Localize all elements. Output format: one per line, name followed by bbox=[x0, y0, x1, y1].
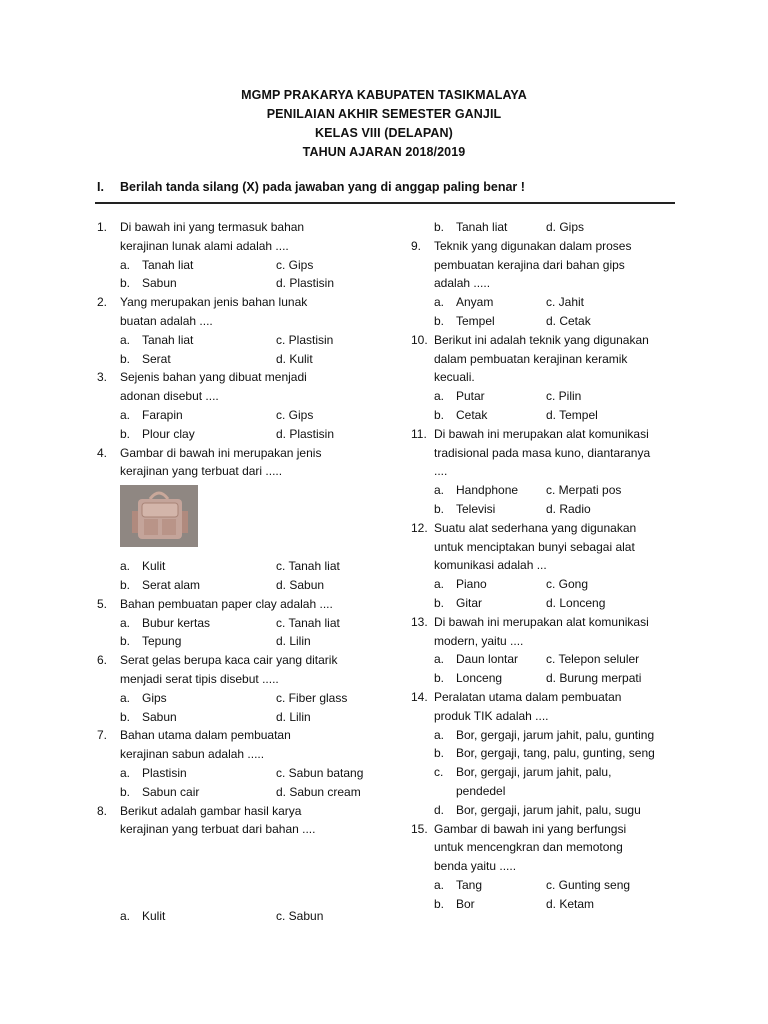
question-text: Serat gelas berupa kaca cair yang ditarik bbox=[120, 653, 338, 668]
option-letter: a. bbox=[434, 877, 445, 892]
question-text: untuk mencengkran dan memotong bbox=[434, 840, 623, 855]
options-row bbox=[411, 575, 681, 594]
left-column bbox=[97, 218, 397, 926]
option-b: Plour clay bbox=[142, 426, 195, 441]
question-text: Gambar di bawah ini merupakan jenis bbox=[120, 445, 322, 460]
question-number: 13. bbox=[411, 614, 428, 629]
question-1 bbox=[97, 218, 397, 237]
option-b: Lonceng bbox=[456, 671, 503, 686]
question-number: 3. bbox=[97, 370, 108, 385]
option-b: Bor bbox=[456, 896, 475, 911]
option-b: Cetak bbox=[456, 407, 488, 422]
question-text: Yang merupakan jenis bahan lunak bbox=[120, 295, 308, 310]
question-text: kerajinan lunak alami adalah .... bbox=[120, 238, 289, 253]
option-letter: a. bbox=[120, 765, 131, 780]
question-text: .... bbox=[434, 464, 448, 479]
question-text: adonan disebut .... bbox=[120, 389, 219, 404]
option-d: d. Lilin bbox=[276, 709, 311, 724]
option-letter: d. bbox=[434, 802, 445, 817]
question-text: Peralatan utama dalam pembuatan bbox=[434, 689, 622, 704]
options-row bbox=[97, 256, 397, 275]
question-text: buatan adalah .... bbox=[120, 313, 213, 328]
option-b: Tempel bbox=[456, 313, 495, 328]
instruction-number: I. bbox=[97, 180, 104, 194]
option-a: Handphone bbox=[456, 483, 519, 498]
question-text: kerajinan sabun adalah ..... bbox=[120, 747, 265, 762]
instruction-text: Berilah tanda silang (X) pada jawaban yang di anggap paling benar ! bbox=[120, 180, 525, 194]
bag-icon bbox=[120, 485, 198, 547]
question-number: 5. bbox=[97, 596, 108, 611]
option-a: Piano bbox=[456, 577, 487, 592]
question-12 bbox=[411, 519, 681, 538]
options-row bbox=[411, 406, 681, 425]
image-placeholder bbox=[97, 839, 397, 907]
option-a: Kulit bbox=[142, 909, 166, 924]
question-number: 4. bbox=[97, 445, 108, 460]
option-letter: a. bbox=[120, 615, 131, 630]
option-letter: a. bbox=[120, 257, 131, 272]
option-c: Bor, gergaji, jarum jahit, palu, bbox=[456, 765, 612, 780]
question-text: dalam pembuatan kerajinan keramik bbox=[434, 351, 628, 366]
option-a: Kulit bbox=[142, 559, 166, 574]
option-b: Tanah liat bbox=[456, 220, 508, 234]
option-d: Bor, gergaji, jarum jahit, palu, sugu bbox=[456, 802, 641, 817]
divider bbox=[95, 202, 675, 204]
option-d: d. Burung merpati bbox=[546, 671, 642, 686]
option-letter: b. bbox=[120, 709, 131, 724]
options-row bbox=[97, 907, 397, 926]
right-column bbox=[411, 218, 681, 913]
option-c: c. Jahit bbox=[546, 295, 585, 310]
options-row bbox=[411, 293, 681, 312]
option-letter: a. bbox=[434, 483, 445, 498]
question-text: produk TIK adalah .... bbox=[434, 708, 549, 723]
question-text: kerajinan yang terbuat dari ..... bbox=[120, 464, 283, 479]
question-13 bbox=[411, 613, 681, 632]
option-row bbox=[411, 763, 681, 782]
option-a: Plastisin bbox=[142, 765, 187, 780]
question-number: 15. bbox=[411, 821, 428, 836]
option-d: d. Ketam bbox=[546, 896, 595, 911]
option-a: Bor, gergaji, jarum jahit, palu, gunting bbox=[456, 727, 655, 742]
leather-bag-image bbox=[120, 485, 198, 547]
option-c: c. Fiber glass bbox=[276, 690, 348, 705]
question-11 bbox=[411, 425, 681, 444]
question-9 bbox=[411, 237, 681, 256]
question-5 bbox=[97, 595, 397, 614]
options-row bbox=[97, 557, 397, 576]
option-letter: b. bbox=[434, 671, 445, 686]
option-a: Gips bbox=[142, 690, 167, 705]
question-number: 14. bbox=[411, 689, 428, 704]
question-text: Di bawah ini yang termasuk bahan bbox=[120, 220, 305, 234]
question-number: 1. bbox=[97, 220, 108, 234]
option-letter: c. bbox=[434, 765, 444, 780]
question-number: 2. bbox=[97, 295, 108, 310]
option-a: Anyam bbox=[456, 295, 494, 310]
option-d: d. Lilin bbox=[276, 634, 311, 649]
option-b: Televisi bbox=[456, 501, 496, 516]
option-c: c. Sabun batang bbox=[276, 765, 364, 780]
option-letter: a. bbox=[120, 690, 131, 705]
option-a: Daun lontar bbox=[456, 652, 519, 667]
option-letter: b. bbox=[434, 746, 445, 761]
option-b: Gitar bbox=[456, 595, 483, 610]
option-letter: a. bbox=[120, 559, 131, 574]
option-c: c. Gunting seng bbox=[546, 877, 631, 892]
option-d: d. Plastisin bbox=[276, 276, 335, 291]
option-d: d. Kulit bbox=[276, 351, 313, 366]
option-row bbox=[411, 726, 681, 745]
option-letter: b. bbox=[434, 896, 445, 911]
option-c: c. Pilin bbox=[546, 389, 582, 404]
option-c: c. Tanah liat bbox=[276, 615, 340, 630]
header-line-3: KELAS VIII (DELAPAN) bbox=[315, 126, 453, 140]
option-letter: b. bbox=[434, 220, 445, 234]
option-c: c. Merpati pos bbox=[546, 483, 622, 498]
option-letter: a. bbox=[434, 389, 445, 404]
options-row bbox=[97, 764, 397, 783]
options-row bbox=[411, 500, 681, 519]
question-8 bbox=[97, 802, 397, 821]
option-letter: a. bbox=[120, 909, 131, 924]
question-text: adalah ..... bbox=[434, 276, 491, 291]
option-letter: b. bbox=[120, 577, 131, 592]
option-b: Tepung bbox=[142, 634, 182, 649]
option-c: c. Gips bbox=[276, 407, 314, 422]
instruction bbox=[97, 180, 525, 194]
option-a: Bubur kertas bbox=[142, 615, 211, 630]
option-letter: b. bbox=[434, 595, 445, 610]
question-14 bbox=[411, 688, 681, 707]
option-b: Sabun bbox=[142, 276, 177, 291]
question-10 bbox=[411, 331, 681, 350]
question-number: 6. bbox=[97, 653, 108, 668]
question-text: tradisional pada masa kuno, diantaranya bbox=[434, 445, 651, 460]
question-text: Teknik yang digunakan dalam proses bbox=[434, 238, 632, 253]
option-letter: b. bbox=[434, 407, 445, 422]
option-d: d. Lonceng bbox=[546, 595, 606, 610]
option-letter: b. bbox=[434, 313, 445, 328]
option-letter: a. bbox=[434, 295, 445, 310]
options-row bbox=[97, 274, 397, 293]
question-4 bbox=[97, 444, 397, 463]
option-a: Tang bbox=[456, 877, 483, 892]
option-letter: a. bbox=[120, 332, 131, 347]
option-letter: a. bbox=[434, 652, 445, 667]
options-row bbox=[411, 895, 681, 914]
option-b: Serat bbox=[142, 351, 171, 366]
option-b: Serat alam bbox=[142, 577, 201, 592]
header-line-2: PENILAIAN AKHIR SEMESTER GANJIL bbox=[266, 107, 502, 121]
question-text: Gambar di bawah ini yang berfungsi bbox=[434, 821, 627, 836]
options-row bbox=[411, 387, 681, 406]
question-text: komunikasi adalah ... bbox=[434, 558, 547, 573]
options-row bbox=[97, 425, 397, 444]
option-letter: b. bbox=[120, 351, 131, 366]
option-c: c. Sabun bbox=[276, 909, 324, 924]
question-text: Berikut ini adalah teknik yang digunakan bbox=[434, 332, 649, 347]
option-letter: b. bbox=[120, 426, 131, 441]
question-7 bbox=[97, 726, 397, 745]
options-row bbox=[411, 218, 681, 237]
option-a: Farapin bbox=[142, 407, 183, 422]
question-text: Suatu alat sederhana yang digunakan bbox=[434, 520, 637, 535]
option-d: d. Radio bbox=[546, 501, 591, 516]
options-row bbox=[411, 876, 681, 895]
options-row bbox=[411, 594, 681, 613]
option-letter: b. bbox=[120, 276, 131, 291]
question-2 bbox=[97, 293, 397, 312]
question-text: kecuali. bbox=[434, 370, 475, 385]
question-number: 9. bbox=[411, 238, 422, 253]
question-text: Di bawah ini merupakan alat komunikasi bbox=[434, 614, 649, 629]
option-c: c. Telepon seluler bbox=[546, 652, 640, 667]
header-line-1: MGMP PRAKARYA KABUPATEN TASIKMALAYA bbox=[241, 88, 527, 102]
option-b: Sabun cair bbox=[142, 784, 200, 799]
option-a: Tanah liat bbox=[142, 332, 194, 347]
option-b: Sabun bbox=[142, 709, 177, 724]
options-row bbox=[97, 783, 397, 802]
question-text: Berikut adalah gambar hasil karya bbox=[120, 803, 302, 818]
options-row bbox=[97, 708, 397, 727]
question-text: untuk menciptakan bunyi sebagai alat bbox=[434, 539, 635, 554]
question-6 bbox=[97, 651, 397, 670]
option-row bbox=[411, 744, 681, 763]
options-row bbox=[97, 406, 397, 425]
option-letter: a. bbox=[120, 407, 131, 422]
options-row bbox=[97, 576, 397, 595]
option-letter: a. bbox=[434, 727, 445, 742]
option-d: d. Plastisin bbox=[276, 426, 335, 441]
option-row bbox=[411, 801, 681, 820]
question-text: Sejenis bahan yang dibuat menjadi bbox=[120, 370, 307, 385]
question-text: modern, yaitu .... bbox=[434, 633, 524, 648]
question-number: 11. bbox=[411, 426, 427, 441]
question-15 bbox=[411, 820, 681, 839]
question-text: Di bawah ini merupakan alat komunikasi bbox=[434, 426, 649, 441]
question-number: 8. bbox=[97, 803, 108, 818]
option-b: Bor, gergaji, tang, palu, gunting, seng bbox=[456, 746, 655, 761]
header-line-4: TAHUN AJARAN 2018/2019 bbox=[302, 145, 466, 159]
question-text: Bahan pembuatan paper clay adalah .... bbox=[120, 596, 333, 611]
option-a: Putar bbox=[456, 389, 485, 404]
question-text: Bahan utama dalam pembuatan bbox=[120, 728, 291, 743]
question-number: 7. bbox=[97, 728, 108, 743]
option-letter: b. bbox=[120, 634, 131, 649]
question-text: benda yaitu ..... bbox=[434, 859, 517, 874]
options-row bbox=[97, 331, 397, 350]
options-row bbox=[411, 669, 681, 688]
option-c: c. Tanah liat bbox=[276, 559, 340, 574]
options-row bbox=[97, 350, 397, 369]
options-row bbox=[411, 650, 681, 669]
question-number: 10. bbox=[411, 332, 428, 347]
option-d: d. Cetak bbox=[546, 313, 591, 328]
options-row bbox=[97, 689, 397, 708]
option-d: d. Tempel bbox=[546, 407, 598, 422]
question-number: 12. bbox=[411, 520, 428, 535]
question-text: pembuatan kerajina dari bahan gips bbox=[434, 257, 625, 272]
question-text: menjadi serat tipis disebut ..... bbox=[120, 671, 279, 686]
option-letter: a. bbox=[434, 577, 445, 592]
options-row bbox=[411, 312, 681, 331]
option-c: c. Gong bbox=[546, 577, 589, 592]
question-text: kerajinan yang terbuat dari bahan .... bbox=[120, 822, 316, 837]
option-a: Tanah liat bbox=[142, 257, 194, 272]
option-c: c. Gips bbox=[276, 257, 314, 272]
options-row bbox=[97, 614, 397, 633]
options-row bbox=[97, 632, 397, 651]
option-d: d. Sabun cream bbox=[276, 784, 361, 799]
options-row bbox=[411, 481, 681, 500]
option-letter: b. bbox=[434, 501, 445, 516]
option-letter: b. bbox=[120, 784, 131, 799]
question-3 bbox=[97, 368, 397, 387]
option-d: d. Sabun bbox=[276, 577, 325, 592]
option-c: c. Plastisin bbox=[276, 332, 334, 347]
option-c-continued: pendedel bbox=[456, 783, 506, 798]
option-d: d. Gips bbox=[546, 220, 585, 234]
option-row bbox=[411, 782, 681, 801]
